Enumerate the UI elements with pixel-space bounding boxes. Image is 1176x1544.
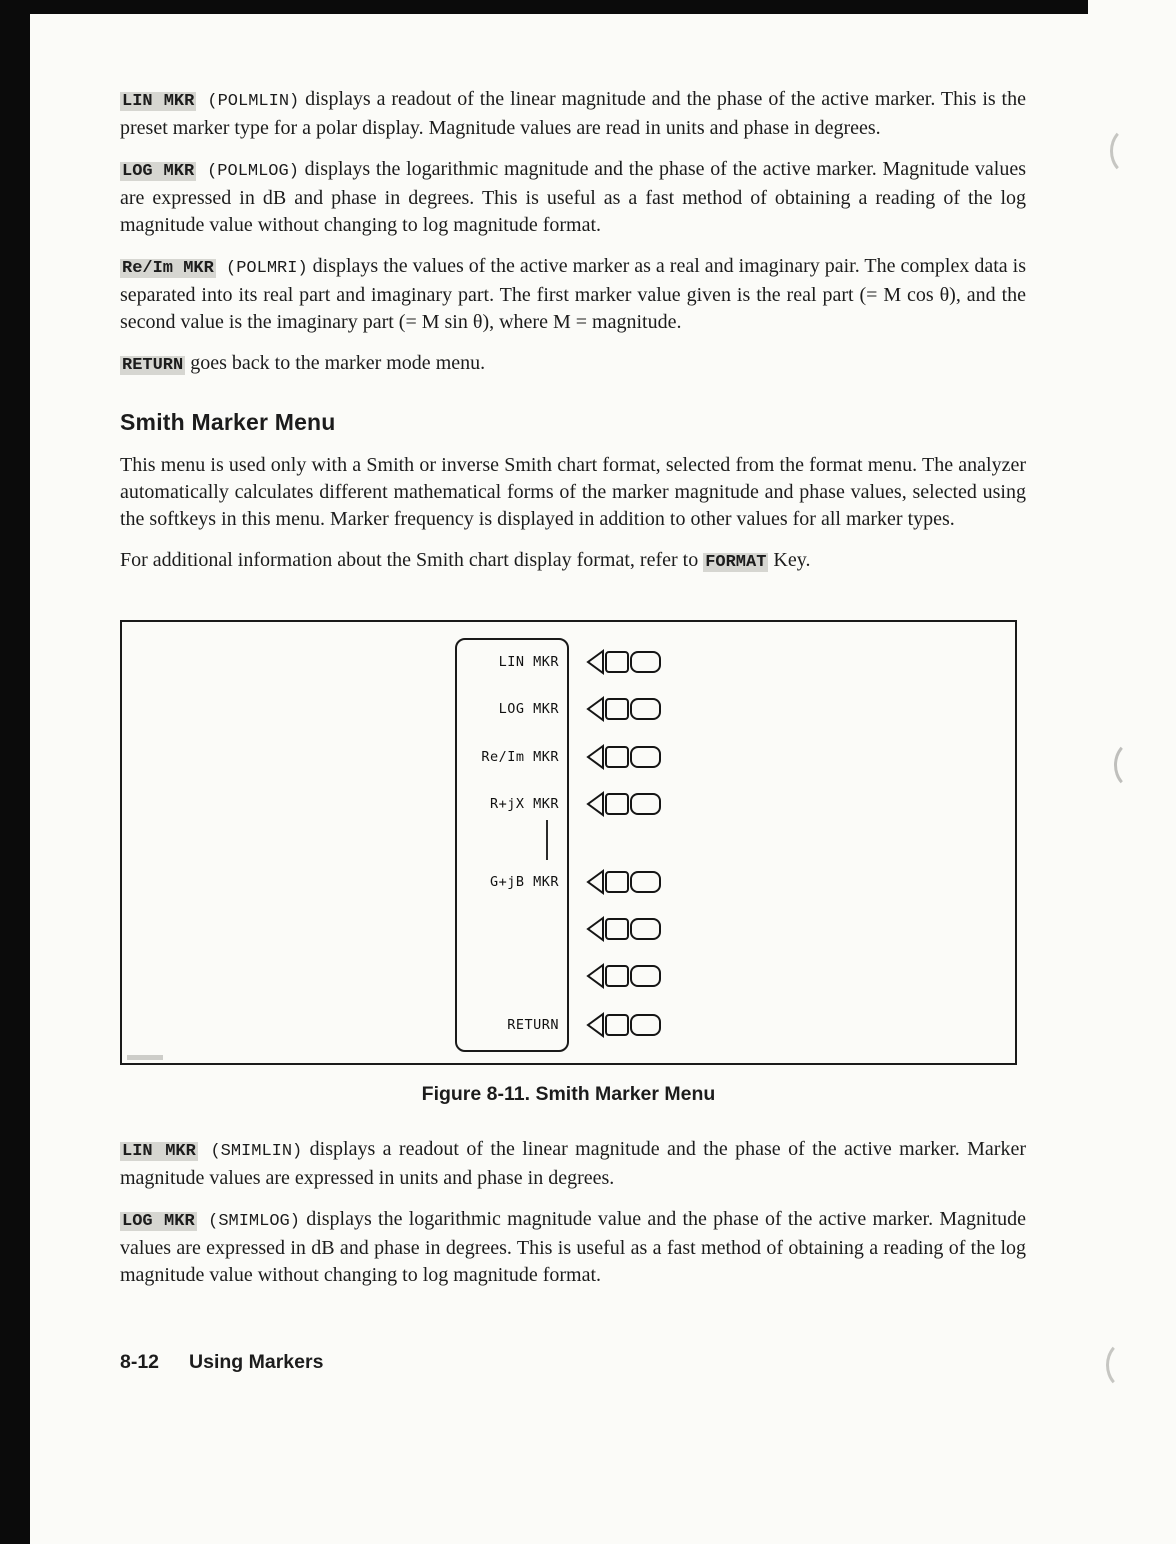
softkey-screen-label: LIN MKR <box>498 654 559 670</box>
paragraph-log-mkr-smith <box>120 1206 1026 1289</box>
softkey-row-1 <box>457 647 817 677</box>
scan-artifact-mark-top <box>1110 126 1152 176</box>
section-heading-smith-marker-menu: Smith Marker Menu <box>120 409 336 435</box>
softkey-keyword-log-mkr: LOG MKR <box>122 162 195 181</box>
paragraph-return-polar <box>120 350 1026 379</box>
paragraph-text: displays the values of the active marker as a real and imaginary pair. The complex data is separated into its real part and imaginary part. The first marker value given is the real part (= M cos θ), and the second value is the imaginary part (= M sin θ), where M = magnitude. <box>120 255 1026 333</box>
softkey-keyword-return: RETURN <box>122 356 184 375</box>
softkey-row-5 <box>457 867 817 897</box>
paragraph-text: displays a readout of the linear magnitude and the phase of the active marker. This is the preset marker type for a polar display. Magnitude values are read in units and phase in degrees. <box>120 88 1026 139</box>
scan-artifact-top-bar <box>0 0 1088 14</box>
softkey-screen-label: G+jB MKR <box>489 874 559 890</box>
softkey-icon <box>579 742 669 772</box>
command-code-smimlin: (SMIMLIN) <box>197 1142 303 1161</box>
paragraph-smith-intro: This menu is used only with a Smith or inverse Smith chart format, selected from the format menu. The analyzer automatically calculates different mathematical forms of the marker magnitude and phase values, selected using the softkeys in this menu. Marker frequency is displayed in addition to other values for all marker types. <box>120 454 1026 530</box>
command-code-polmlog: (POLMLOG) <box>196 162 299 181</box>
paragraph-text: goes back to the marker mode menu. <box>185 352 486 374</box>
softkey-row-8 <box>457 1010 817 1040</box>
softkey-keyword-lin-mkr: LIN MKR <box>122 92 195 111</box>
paragraph-text: For additional information about the Smith chart display format, refer to <box>120 549 704 571</box>
scan-artifact-mark-middle <box>1114 740 1156 790</box>
softkey-keyword-lin-mkr: LIN MKR <box>122 1142 196 1161</box>
scan-artifact-left-bar <box>0 0 30 1544</box>
softkey-icon <box>579 694 669 724</box>
page-footer <box>120 1351 1026 1374</box>
softkey-keyword-reim-mkr: Re/Im MKR <box>122 259 214 278</box>
paragraph-lin-mkr-polar <box>120 86 1026 142</box>
softkey-icon <box>579 647 669 677</box>
paragraph-log-mkr-polar <box>120 156 1026 239</box>
softkey-screen-label: RETURN <box>507 1017 559 1033</box>
softkey-row-7 <box>457 961 817 991</box>
paragraph-text: displays the logarithmic magnitude value and the phase of the active marker. Magnitude values are expressed in dB and phase in degrees. This is useful as a fast method of obtaining a reading of the log magnitude value without changing to log magnitude format. <box>120 1208 1026 1286</box>
menu-separator-line <box>546 820 548 860</box>
softkey-screen-label: Re/Im MKR <box>481 749 559 765</box>
paragraph-format-note <box>120 547 1026 576</box>
figure-diagram <box>120 620 1017 1065</box>
figure-stamp <box>127 1055 163 1060</box>
softkey-icon <box>579 789 669 819</box>
softkey-row-4 <box>457 789 817 819</box>
paragraph-text: Key. <box>768 549 811 571</box>
softkey-keyword-format: FORMAT <box>705 553 767 572</box>
paragraph-text: displays the logarithmic magnitude and the phase of the active marker. Magnitude values are expressed in dB and phase in degrees. This is useful as a fast method of obtaining a reading of the log magnitude value without changing to log magnitude format. <box>120 158 1026 236</box>
softkey-icon <box>579 961 669 991</box>
figure-8-11 <box>120 620 1026 1106</box>
command-code-polmlin: (POLMLIN) <box>196 92 300 111</box>
chapter-title: Using Markers <box>189 1351 324 1373</box>
scan-artifact-mark-bottom <box>1106 1340 1148 1390</box>
softkey-keyword-log-mkr: LOG MKR <box>122 1212 195 1231</box>
command-code-polmri: (POLMRI) <box>215 259 308 278</box>
paragraph-lin-mkr-smith <box>120 1136 1026 1192</box>
softkey-screen-label: LOG MKR <box>498 701 559 717</box>
softkey-icon <box>579 914 669 944</box>
paragraph-text: displays a readout of the linear magnitude and the phase of the active marker. Marker magnitude values are expressed in units and phase in degrees. <box>120 1138 1026 1189</box>
softkey-icon <box>579 1010 669 1040</box>
command-code-smimlog: (SMIMLOG) <box>196 1212 300 1231</box>
softkey-screen-label: R+jX MKR <box>489 796 559 812</box>
softkey-row-3 <box>457 742 817 772</box>
page-number: 8-12 <box>120 1351 160 1373</box>
figure-caption: Figure 8-11. Smith Marker Menu <box>421 1083 716 1105</box>
softkey-row-6 <box>457 914 817 944</box>
softkey-icon <box>579 867 669 897</box>
paragraph-reim-mkr-polar <box>120 253 1026 336</box>
softkey-row-2 <box>457 694 817 724</box>
page-content <box>120 86 1026 1374</box>
